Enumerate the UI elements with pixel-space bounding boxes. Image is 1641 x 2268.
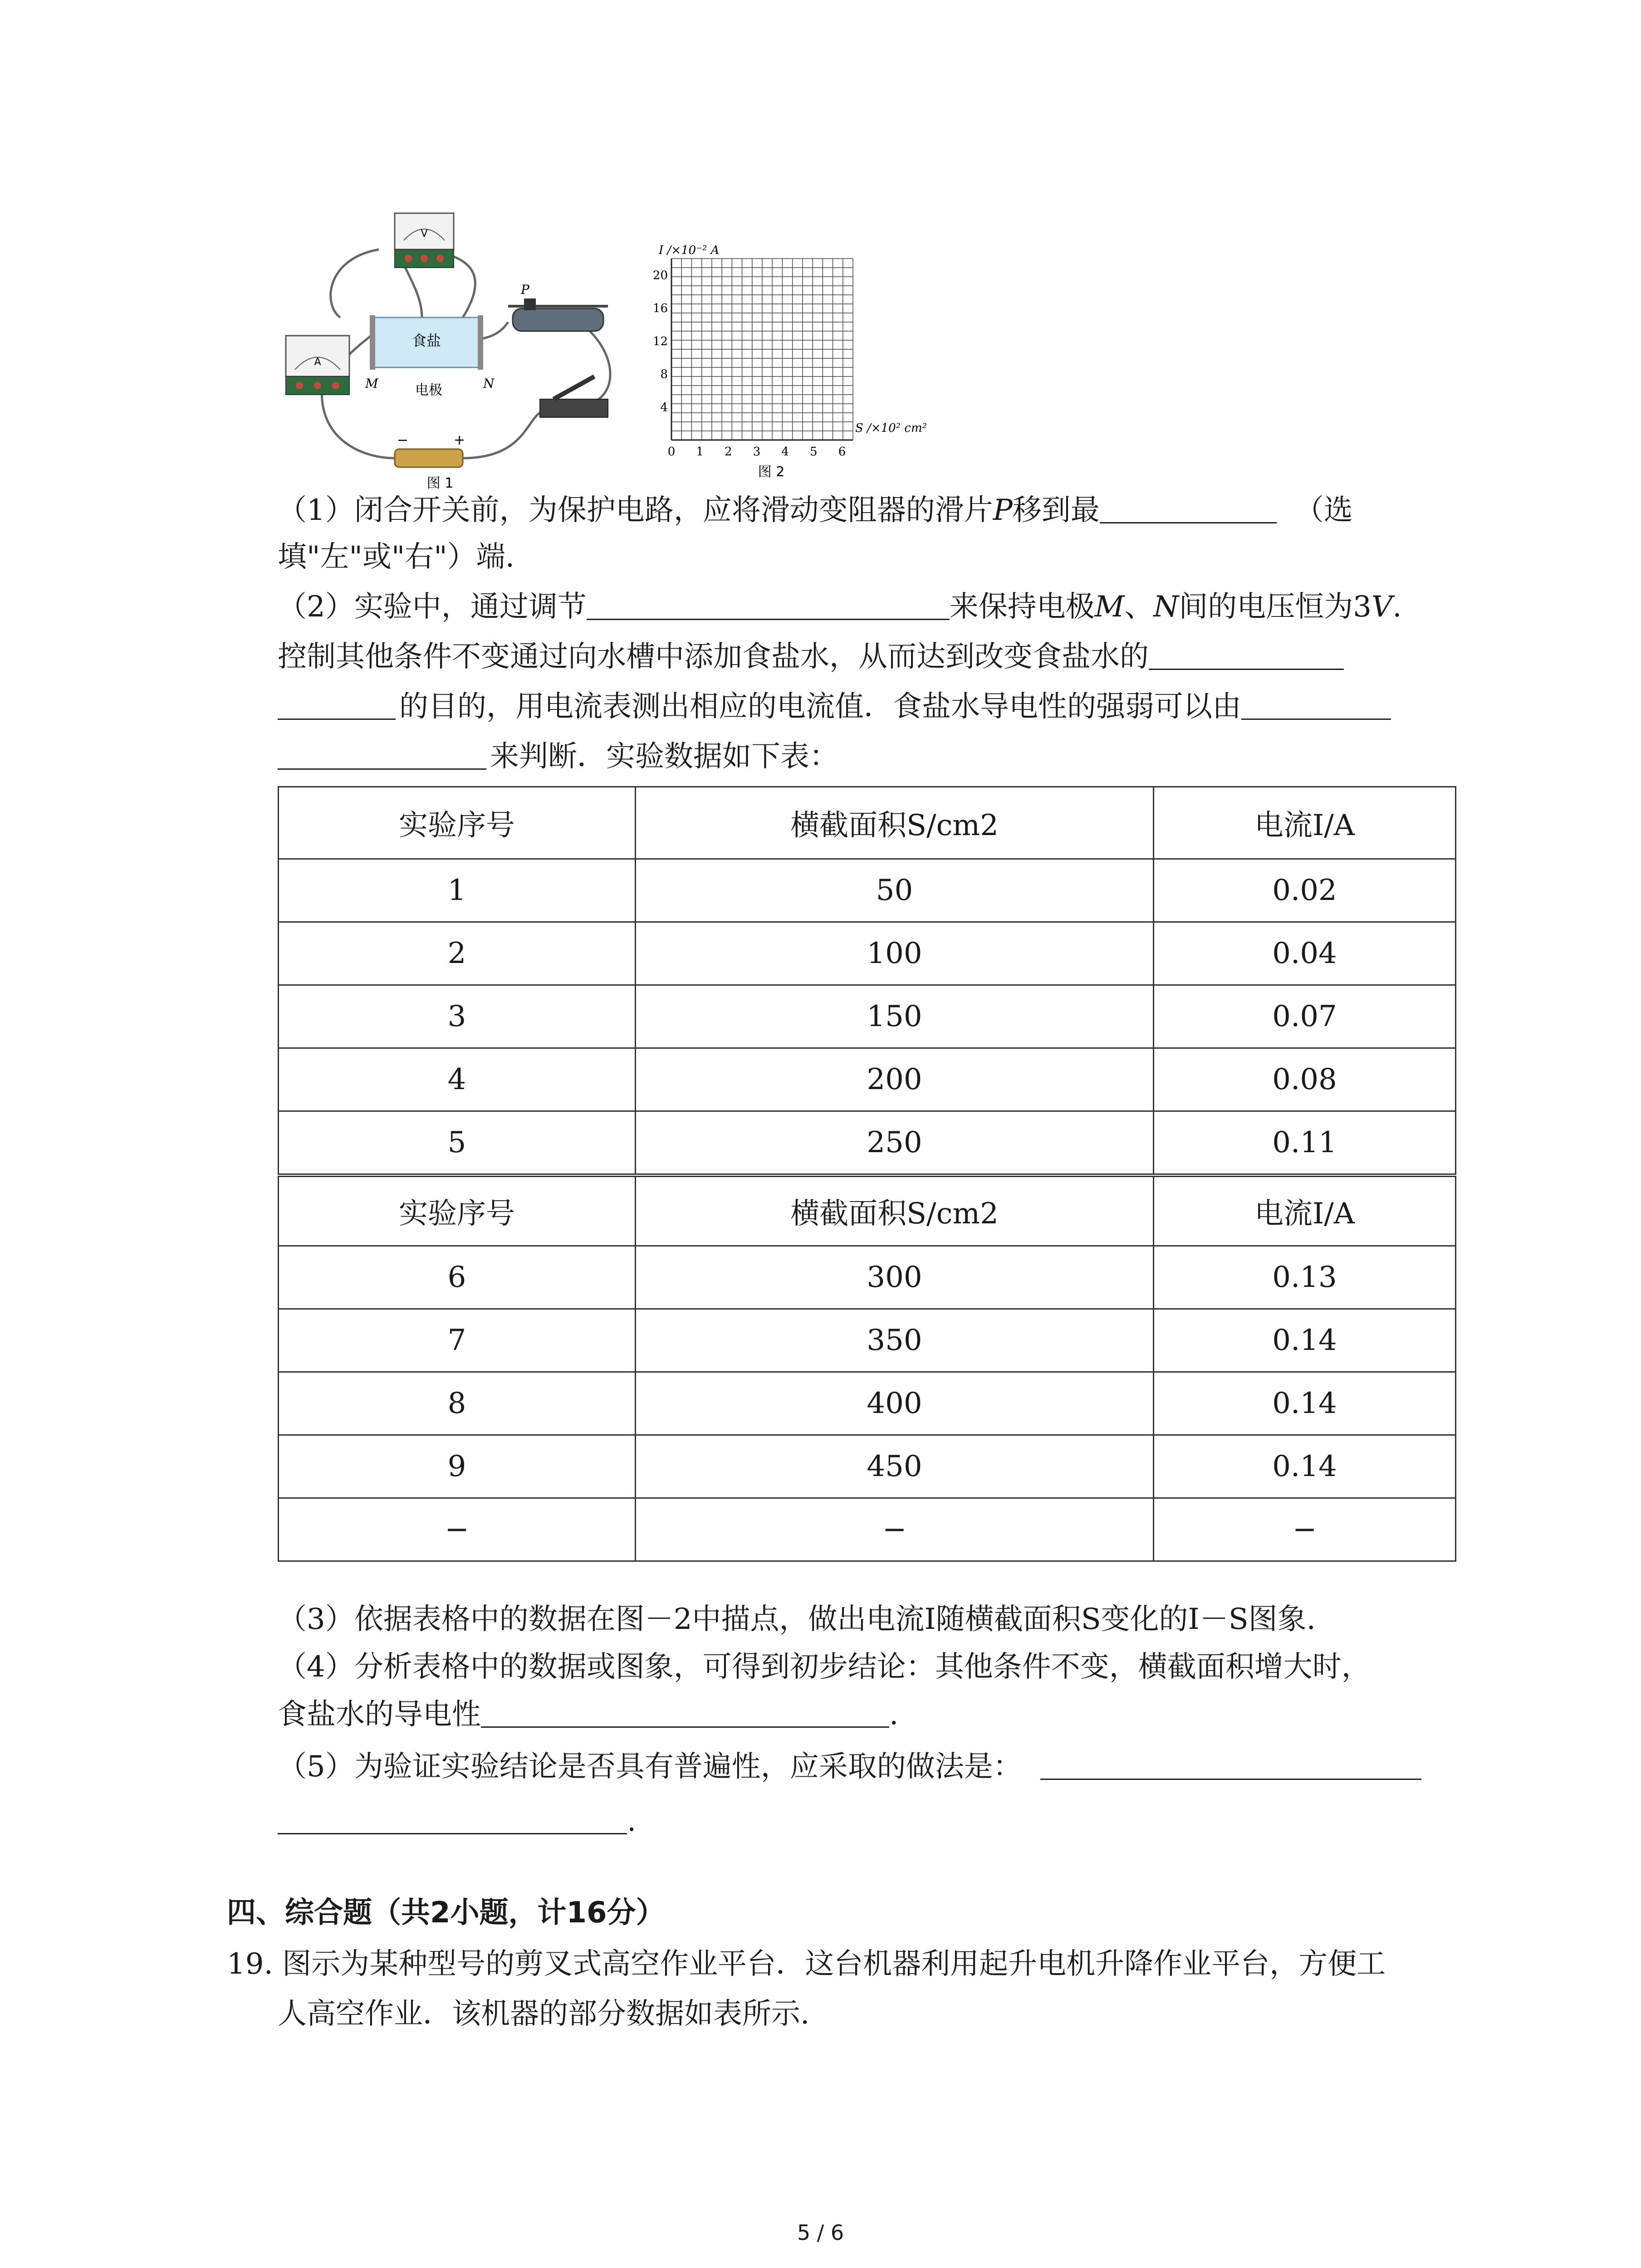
- x-tick-label: 3: [753, 445, 761, 459]
- grid-figure: [635, 236, 962, 490]
- voltmeter: [395, 213, 454, 268]
- data-table-part2: [278, 1176, 1456, 1562]
- svg-text:V: V: [421, 228, 428, 240]
- y-axis-label: I /×10⁻² A: [659, 244, 720, 257]
- x-tick-label: 2: [725, 445, 732, 459]
- table-row: 8 400 0.14: [279, 1372, 1456, 1435]
- data-table-part1: [278, 786, 1456, 1175]
- x-tick-label: 4: [781, 445, 789, 459]
- q1-line2: 填"左"或"右"）端.: [278, 540, 515, 574]
- table-row: − − −: [279, 1498, 1456, 1561]
- q2-blank-2b[interactable]: [278, 691, 396, 720]
- table-header-row: 实验序号 横截面积S/cm2 电流I/A: [279, 1177, 1456, 1246]
- table-row: 1 50 0.02: [279, 859, 1456, 922]
- sliding-rheostat: [508, 282, 608, 331]
- q2-blank-3b[interactable]: [278, 741, 486, 770]
- q5-line1: （5）为验证实验结论是否具有普遍性，应采取的做法是：: [278, 1746, 1421, 1787]
- x-axis-label: S /×10² cm²: [855, 421, 927, 435]
- svg-text:+: +: [454, 432, 465, 448]
- q19-line1: 19. 图示为某种型号的剪叉式高空作业平台．这台机器利用起升电机升降作业平台，方便工: [227, 1947, 1386, 1981]
- q2-line2: 控制其他条件不变通过向水槽中添加食盐水，从而达到改变食盐水的: [278, 636, 1344, 677]
- figure2-caption: 图 2: [758, 464, 785, 480]
- q2-line3: 的目的，用电流表测出相应的电流值．食盐水导电性的强弱可以由: [278, 686, 1391, 727]
- q2-blank-1[interactable]: [587, 591, 950, 620]
- x-tick-label: 1: [696, 445, 704, 459]
- q5-answer-blank-1[interactable]: [1040, 1751, 1421, 1780]
- y-tick-label: 8: [660, 367, 668, 381]
- q4-line2: 食盐水的导电性 .: [278, 1698, 899, 1731]
- svg-text:电极: 电极: [415, 382, 442, 398]
- salt-water-tank: [370, 315, 483, 370]
- y-tick-label: 20: [652, 269, 668, 283]
- svg-text:A: A: [314, 357, 321, 368]
- figure1-caption: 图 1: [426, 475, 454, 491]
- y-tick-label: 16: [652, 302, 668, 316]
- y-tick-label: 12: [652, 334, 668, 348]
- page-number: 5 / 6: [797, 2220, 844, 2245]
- tank-label: 食盐: [411, 332, 441, 349]
- ammeter: [286, 336, 349, 395]
- q2-line4: 来判断．实验数据如下表：: [278, 736, 838, 777]
- q1-line1: （1）闭合开关前，为保护电路，应将滑动变阻器的滑片P移到最 （选: [278, 494, 1353, 527]
- table-row: 7 350 0.14: [279, 1309, 1456, 1372]
- table-row: 5 250 0.11: [279, 1111, 1456, 1174]
- table-header-row: 实验序号 横截面积S/cm2 电流I/A: [279, 787, 1456, 859]
- table-row: 3 150 0.07: [279, 985, 1456, 1048]
- q5-line2: .: [278, 1801, 636, 1842]
- q5-answer-blank-2[interactable]: [278, 1806, 627, 1834]
- svg-text:N: N: [483, 376, 495, 391]
- q1-answer-blank[interactable]: [1100, 495, 1277, 523]
- q2-blank-3[interactable]: [1241, 691, 1391, 720]
- circuit-figure: [272, 204, 635, 494]
- section-title: 四、综合题（共2小题，计16分）: [227, 1896, 665, 1930]
- x-tick-label: 5: [810, 445, 818, 459]
- x-tick-label: 6: [838, 445, 846, 459]
- table-row: 2 100 0.04: [279, 922, 1456, 985]
- svg-text:−: −: [397, 432, 409, 448]
- svg-text:P: P: [521, 282, 529, 297]
- switch: [540, 376, 608, 417]
- table-row: 9 450 0.14: [279, 1435, 1456, 1498]
- x-tick-label: 0: [667, 445, 676, 459]
- q2-line1: （2）实验中，通过调节 来保持电极M、N间的电压恒为3V.: [278, 590, 1402, 624]
- table-row: 6 300 0.13: [279, 1246, 1456, 1309]
- battery: [395, 432, 465, 467]
- q2-blank-2[interactable]: [1149, 641, 1344, 670]
- y-tick-label: 4: [660, 401, 668, 415]
- q19-line2: 人高空作业．该机器的部分数据如表所示.: [278, 1997, 810, 2031]
- q4-line1: （4）分析表格中的数据或图象，可得到初步结论：其他条件不变，横截面积增大时，: [278, 1650, 1371, 1684]
- q3-text: （3）依据表格中的数据在图－2中描点，做出电流I随横截面积S变化的I－S图象.: [278, 1603, 1316, 1636]
- table-row: 4 200 0.08: [279, 1048, 1456, 1111]
- svg-text:M: M: [365, 376, 378, 391]
- q4-answer-blank[interactable]: [481, 1699, 889, 1728]
